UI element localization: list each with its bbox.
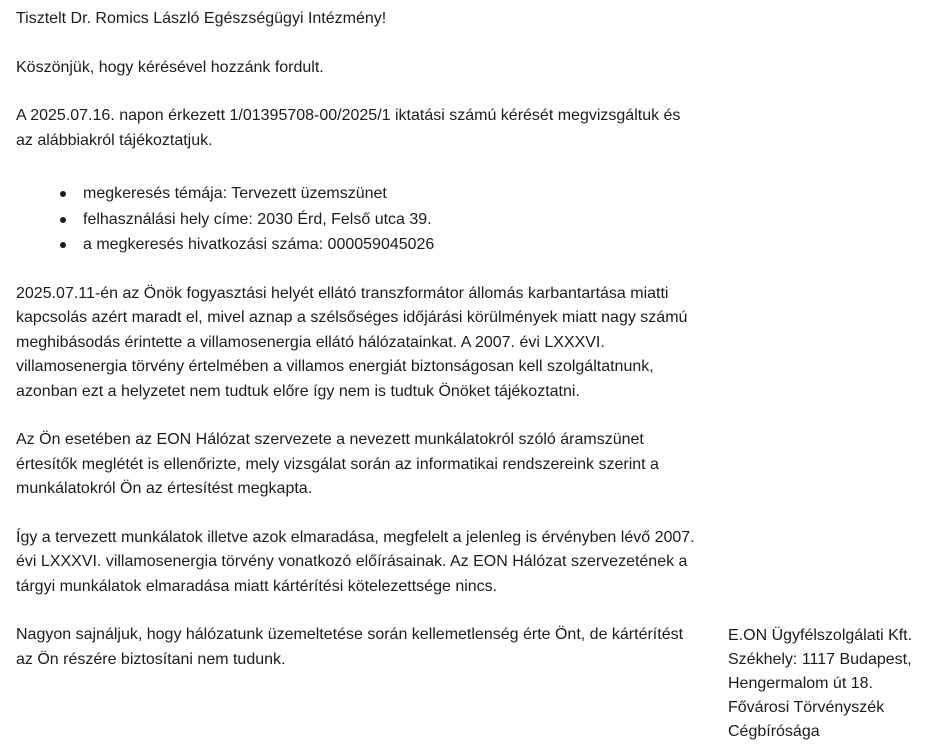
- paragraph-notification-check: Az Ön esetében az EON Hálózat szervezete a nevezett munkálatokról szóló áramszünet értesítők meglétét is ellenőrizte, mely vizsgálat során az informatikai rendszereink szerint a munkálatokról Ön az értesítést megkapta.: [16, 431, 659, 497]
- company-registry: Cégbírósága: [728, 723, 820, 740]
- list-item: felhasználási hely címe: 2030 Érd, Felső utca 39.: [83, 207, 696, 233]
- list-item: a megkeresés hivatkozási száma: 000059045026: [83, 232, 696, 258]
- letter-body: [16, 7, 696, 672]
- company-info-block: [728, 624, 943, 744]
- greeting: Tisztelt Dr. Romics László Egészségügyi Intézmény!: [16, 10, 387, 27]
- company-street: Hengermalom út 18.: [728, 675, 873, 692]
- company-seat: Székhely: 1117 Budapest,: [728, 651, 912, 668]
- paragraph-legal-compliance: Így a tervezett munkálatok illetve azok elmaradása, megfelelt a jelenleg is érvényben lévő 2007. évi LXXXVI. villamosenergia törvény vonatkozó előírásainak. Az EON Hálózat szervezetének a tárgyi munkálatok elmaradása miatt kártérítési kötelezettsége nincs.: [16, 528, 695, 595]
- list-item: megkeresés témája: Tervezett üzemszünet: [83, 181, 696, 207]
- closing-paragraph: Nagyon sajnáljuk, hogy hálózatunk üzemeltetése során kellemetlenség érte Önt, de kártérítést az Ön részére biztosítani nem tudunk.: [16, 626, 684, 668]
- intro-paragraph: A 2025.07.16. napon érkezett 1/01395708-00/2025/1 iktatási számú kérését megvizsgáltuk és az alábbiakról tájékoztatjuk.: [16, 107, 681, 149]
- request-details-list: [16, 181, 696, 258]
- paragraph-outage-reason: 2025.07.11-én az Önök fogyasztási helyét ellátó transzformátor állomás karbantartása miatti kapcsolás azért maradt el, mivel aznap a szélsőséges időjárási körülmények miatt nagy számú meghibásodás érintette a villamosenergia ellátó hálózatainkat. A 2007. évi LXXXVI. villamosenergia törvény értelmében a villamos energiát biztonságosan kell szolgáltatnunk, azonban ezt a helyzetet nem tudtuk előre így nem is tudtuk Önöket tájékoztatni.: [16, 284, 688, 400]
- company-court: Fővárosi Törvényszék: [728, 699, 885, 716]
- thanks-line: Köszönjük, hogy kérésével hozzánk fordult.: [16, 58, 324, 76]
- company-name: E.ON Ügyfélszolgálati Kft.: [728, 627, 913, 644]
